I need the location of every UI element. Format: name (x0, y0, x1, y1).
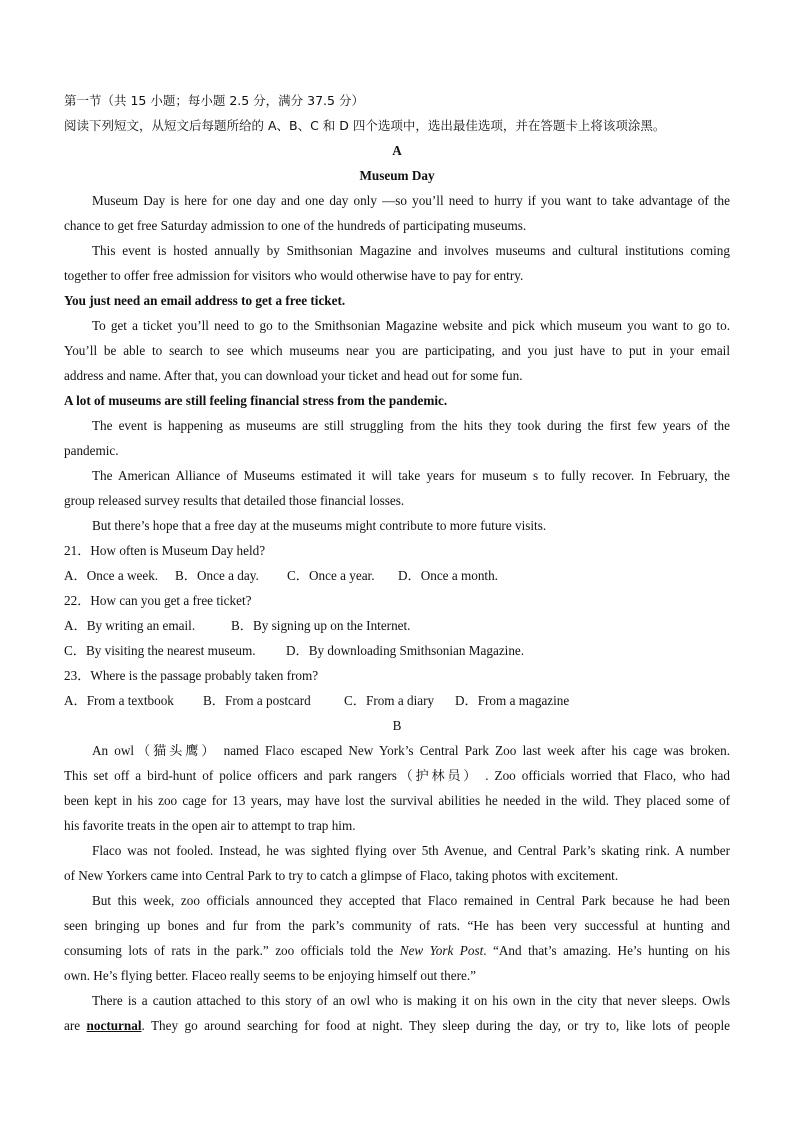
option-a: A．By writing an email. (64, 618, 196, 633)
option-c: C．By visiting the nearest museum. (64, 643, 256, 658)
passage-title: Museum Day (359, 168, 435, 183)
underlined-word: nocturnal (86, 1018, 142, 1033)
paragraph-line: seen bringing up bones and fur from the park’s community of rats. “He has been very successful at hunting and (64, 918, 730, 933)
paragraph-line: An owl（猫头鹰） named Flaco escaped New York’s Central Park Zoo last week after his cage was broken. (92, 743, 730, 758)
paragraph-line (64, 1013, 730, 1038)
text-run: . They go around searching for food at night. They sleep during the day, or try to, like lots of people (141, 1018, 731, 1033)
option-c: C．From a diary (344, 693, 435, 708)
passage-letter-a: A (392, 143, 402, 158)
paragraph-line: his favorite treats in the open air to attempt to trap him. (64, 818, 356, 833)
newspaper-name: New York Post (399, 943, 484, 958)
paragraph-line: But this week, zoo officials announced they accepted that Flaco remained in Central Park because he had been (92, 893, 730, 908)
paragraph-line: You’ll be able to search to see which museums near you are participating, and you just have to put in your email (64, 343, 730, 358)
text-run: . “And that’s amazing. He’s hunting on his (483, 943, 731, 958)
section-title: 第一节（共 15 小题；每小题 2.5 分，满分 37.5 分） (64, 93, 364, 108)
option-b: B．By signing up on the Internet. (231, 618, 411, 633)
option-d: D．From a magazine (455, 693, 570, 708)
paragraph-line: There is a caution attached to this story of an owl who is making it on his own in the city that never sleeps. Owls (92, 993, 730, 1008)
option-row (64, 688, 730, 713)
text-run: consuming lots of rats in the park.” zoo officials told the (64, 943, 400, 958)
option-a: A．Once a week. (64, 568, 159, 583)
paragraph-line: group released survey results that detailed those financial losses. (64, 493, 405, 508)
exam-page (64, 88, 730, 1038)
question-stem: 21．How often is Museum Day held? (64, 543, 266, 558)
paragraph-line: of New Yorkers came into Central Park to try to catch a glimpse of Flaco, taking photos with excitement. (64, 868, 619, 883)
option-row (64, 563, 730, 588)
paragraph-line (64, 938, 730, 963)
passage-letter-b: B (392, 718, 402, 733)
paragraph-line: The American Alliance of Museums estimated it will take years for museum s to fully recover. In February, the (92, 468, 730, 483)
paragraph-line: own. He’s flying better. Flaceo really seems to be enjoying himself out there.” (64, 968, 476, 983)
paragraph-line: This set off a bird-hunt of police officers and park rangers（护林员） . Zoo officials worried that Flaco, who had (64, 768, 730, 783)
question-stem: 22．How can you get a free ticket? (64, 593, 252, 608)
paragraph-line: been kept in his zoo cage for 13 years, may have lost the survival abilities he needed in the wild. They placed some of (64, 793, 730, 808)
option-b: B．From a postcard (203, 693, 311, 708)
option-row (64, 613, 730, 638)
instructions: 阅读下列短文，从短文后每题所给的 A、B、C 和 D 四个选项中，选出最佳选项，并在答题卡上将该项涂黑。 (64, 118, 666, 133)
paragraph-line: The event is happening as museums are still struggling from the hits they took during the first few years of the (92, 418, 730, 433)
paragraph-line: But there’s hope that a free day at the museums might contribute to more future visits. (92, 518, 547, 533)
option-a: A．From a textbook (64, 693, 174, 708)
paragraph-line: pandemic. (64, 443, 119, 458)
paragraph-line: chance to get free Saturday admission to one of the hundreds of participating museums. (64, 218, 527, 233)
option-d: D．By downloading Smithsonian Magazine. (286, 643, 525, 658)
paragraph-line: Flaco was not fooled. Instead, he was sighted flying over 5th Avenue, and Central Park’s skating rink. A number (92, 843, 730, 858)
option-b: B．Once a day. (175, 568, 259, 583)
option-d: D．Once a month. (398, 568, 498, 583)
paragraph-line: To get a ticket you’ll need to go to the Smithsonian Magazine website and pick which museum you want to go to. (92, 318, 730, 333)
paragraph-line: This event is hosted annually by Smithsonian Magazine and involves museums and cultural institutions coming (92, 243, 730, 258)
paragraph-line: address and name. After that, you can download your ticket and head out for some fun. (64, 368, 523, 383)
text-run: are (64, 1018, 87, 1033)
option-row (64, 638, 730, 663)
paragraph-line: together to offer free admission for visitors who would otherwise have to pay for entry. (64, 268, 524, 283)
subheading: A lot of museums are still feeling financial stress from the pandemic. (64, 393, 448, 408)
subheading: You just need an email address to get a free ticket. (64, 293, 346, 308)
paragraph-line: Museum Day is here for one day and one day only —so you’ll need to hurry if you want to take advantage of the (92, 193, 730, 208)
option-c: C．Once a year. (287, 568, 375, 583)
question-stem: 23．Where is the passage probably taken from? (64, 668, 319, 683)
